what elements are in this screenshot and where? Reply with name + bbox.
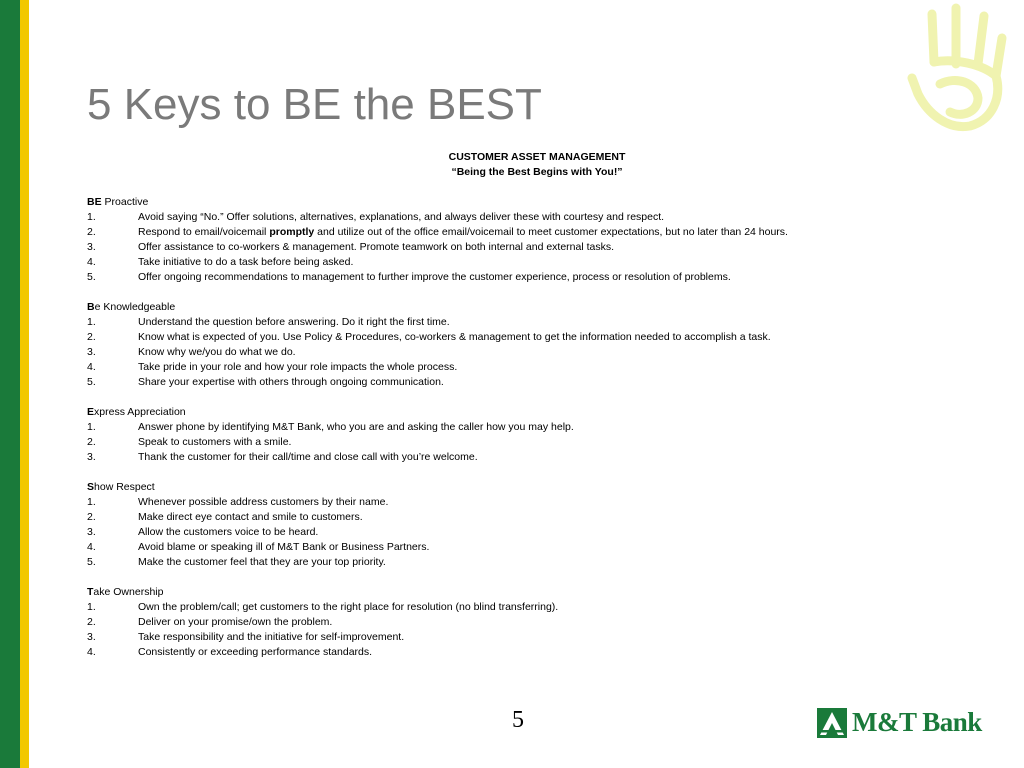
- list-item-number: 3.: [87, 346, 96, 358]
- list-item-number: 4.: [87, 361, 96, 373]
- list-item: [87, 555, 987, 570]
- list-item: [87, 450, 987, 465]
- section-heading: [87, 195, 987, 210]
- list-item-text: Know what is expected of you. Use Policy & Procedures, co-workers & management to get the information needed to accomplish a task.: [138, 331, 771, 343]
- list-item: [87, 435, 987, 450]
- section-heading-initial: B: [87, 301, 95, 313]
- section-heading: [87, 405, 987, 420]
- section-heading-initial: E: [87, 406, 95, 418]
- list-item-text: Thank the customer for their call/time and close call with you’re welcome.: [138, 451, 478, 463]
- section-heading-rest: xpress Appreciation: [94, 406, 186, 418]
- section-heading-rest: Proactive: [101, 196, 149, 208]
- section-heading-rest: e Knowledgeable: [94, 301, 176, 313]
- section-heading-initial: T: [87, 586, 94, 598]
- section-spacer: [87, 465, 987, 480]
- mt-bank-logo-mark-icon: [817, 708, 847, 738]
- list-item: [87, 270, 987, 285]
- slide-body: [87, 150, 987, 660]
- slide-title: 5 Keys to BE the BEST: [87, 80, 542, 129]
- list-item: [87, 315, 987, 330]
- section-spacer: [87, 285, 987, 300]
- list-item-number: 1.: [87, 211, 96, 223]
- list-item-number: 5.: [87, 271, 96, 283]
- list-item-text: Offer ongoing recommendations to management to further improve the customer experience, process or resolution of problems.: [138, 271, 731, 283]
- list-item-number: 2.: [87, 226, 96, 238]
- section-spacer: [87, 570, 987, 585]
- list-item-number: 1.: [87, 496, 96, 508]
- list-item: [87, 255, 987, 270]
- mt-bank-logo: [817, 707, 982, 738]
- list-item: [87, 330, 987, 345]
- list-item-number: 3.: [87, 526, 96, 538]
- list-item-text: Make the customer feel that they are your top priority.: [138, 556, 386, 568]
- mt-bank-logo-text: M&T Bank: [852, 707, 982, 737]
- list-item-number: 4.: [87, 646, 96, 658]
- list-item-number: 2.: [87, 436, 96, 448]
- list-item: [87, 360, 987, 375]
- section-spacer: [87, 180, 987, 195]
- left-stripe-yellow: [20, 0, 29, 768]
- list-item-text: Speak to customers with a smile.: [138, 436, 292, 448]
- list-item-number: 2.: [87, 616, 96, 628]
- section-heading: [87, 585, 987, 600]
- section-heading: [87, 480, 987, 495]
- list-item-number: 4.: [87, 541, 96, 553]
- list-item-text: Understand the question before answering. Do it right the first time.: [138, 316, 450, 328]
- list-item: [87, 600, 987, 615]
- list-item-text: Consistently or exceeding performance standards.: [138, 646, 373, 658]
- page-number: 5: [512, 707, 524, 733]
- list-item-text-pre: Respond to email/voicemail: [138, 226, 270, 238]
- tagline: “Being the Best Begins with You!”: [451, 166, 623, 178]
- list-item-text: Whenever possible address customers by their name.: [138, 496, 389, 508]
- list-item: [87, 345, 987, 360]
- list-item-text: Share your expertise with others through ongoing communication.: [138, 376, 444, 388]
- sections-container: [87, 180, 987, 660]
- list-item: [87, 525, 987, 540]
- list-item-number: 2.: [87, 331, 96, 343]
- section-heading-rest: how Respect: [94, 481, 155, 493]
- list-item-number: 3.: [87, 451, 96, 463]
- list-item-number: 4.: [87, 256, 96, 268]
- list-item: [87, 240, 987, 255]
- list-item-number: 3.: [87, 631, 96, 643]
- section-heading-initial: S: [87, 481, 95, 493]
- list-item: [87, 495, 987, 510]
- list-item: [87, 225, 987, 240]
- list-item-text: Own the problem/call; get customers to the right place for resolution (no blind transferring).: [138, 601, 559, 613]
- list-item-text: Offer assistance to co-workers & management. Promote teamwork on both internal and external tasks.: [138, 241, 615, 253]
- list-item: [87, 630, 987, 645]
- list-item-text: Take responsibility and the initiative for self-improvement.: [138, 631, 405, 643]
- list-item: [87, 375, 987, 390]
- section-heading-initial: BE: [87, 196, 102, 208]
- list-item-text: Take pride in your role and how your role impacts the whole process.: [138, 361, 458, 373]
- list-item-number: 5.: [87, 376, 96, 388]
- section-heading-rest: ake Ownership: [93, 586, 164, 598]
- list-item-text: Make direct eye contact and smile to customers.: [138, 511, 363, 523]
- list-item: [87, 210, 987, 225]
- hand-icon: [904, 2, 1008, 134]
- list-item: [87, 510, 987, 525]
- list-item-text-bold: promptly: [269, 226, 315, 238]
- list-item-text: Take initiative to do a task before being asked.: [138, 256, 354, 268]
- list-item-number: 2.: [87, 511, 96, 523]
- list-item-text: Know why we/you do what we do.: [138, 346, 296, 358]
- list-item-text-post: and utilize out of the office email/voicemail to meet customer expectations, but no later than 24 hours.: [314, 226, 788, 238]
- list-item: [87, 615, 987, 630]
- list-item-number: 1.: [87, 421, 96, 433]
- list-item-text: Deliver on your promise/own the problem.: [138, 616, 333, 628]
- list-item-text: Avoid saying “No.” Offer solutions, alternatives, explanations, and always deliver these with courtesy and respect.: [138, 211, 665, 223]
- left-stripe-green: [0, 0, 20, 768]
- section-spacer: [87, 390, 987, 405]
- list-item-number: 3.: [87, 241, 96, 253]
- list-item-text: Answer phone by identifying M&T Bank, who you are and asking the caller how you may help.: [138, 421, 574, 433]
- list-item-text: Allow the customers voice to be heard.: [138, 526, 319, 538]
- list-item-text: [138, 225, 788, 240]
- section-heading: [87, 300, 987, 315]
- list-item: [87, 645, 987, 660]
- list-item-number: 5.: [87, 556, 96, 568]
- list-item-text: Avoid blame or speaking ill of M&T Bank or Business Partners.: [138, 541, 430, 553]
- list-item: [87, 420, 987, 435]
- list-item-number: 1.: [87, 601, 96, 613]
- list-item: [87, 540, 987, 555]
- heading: CUSTOMER ASSET MANAGEMENT: [448, 151, 626, 163]
- list-item-number: 1.: [87, 316, 96, 328]
